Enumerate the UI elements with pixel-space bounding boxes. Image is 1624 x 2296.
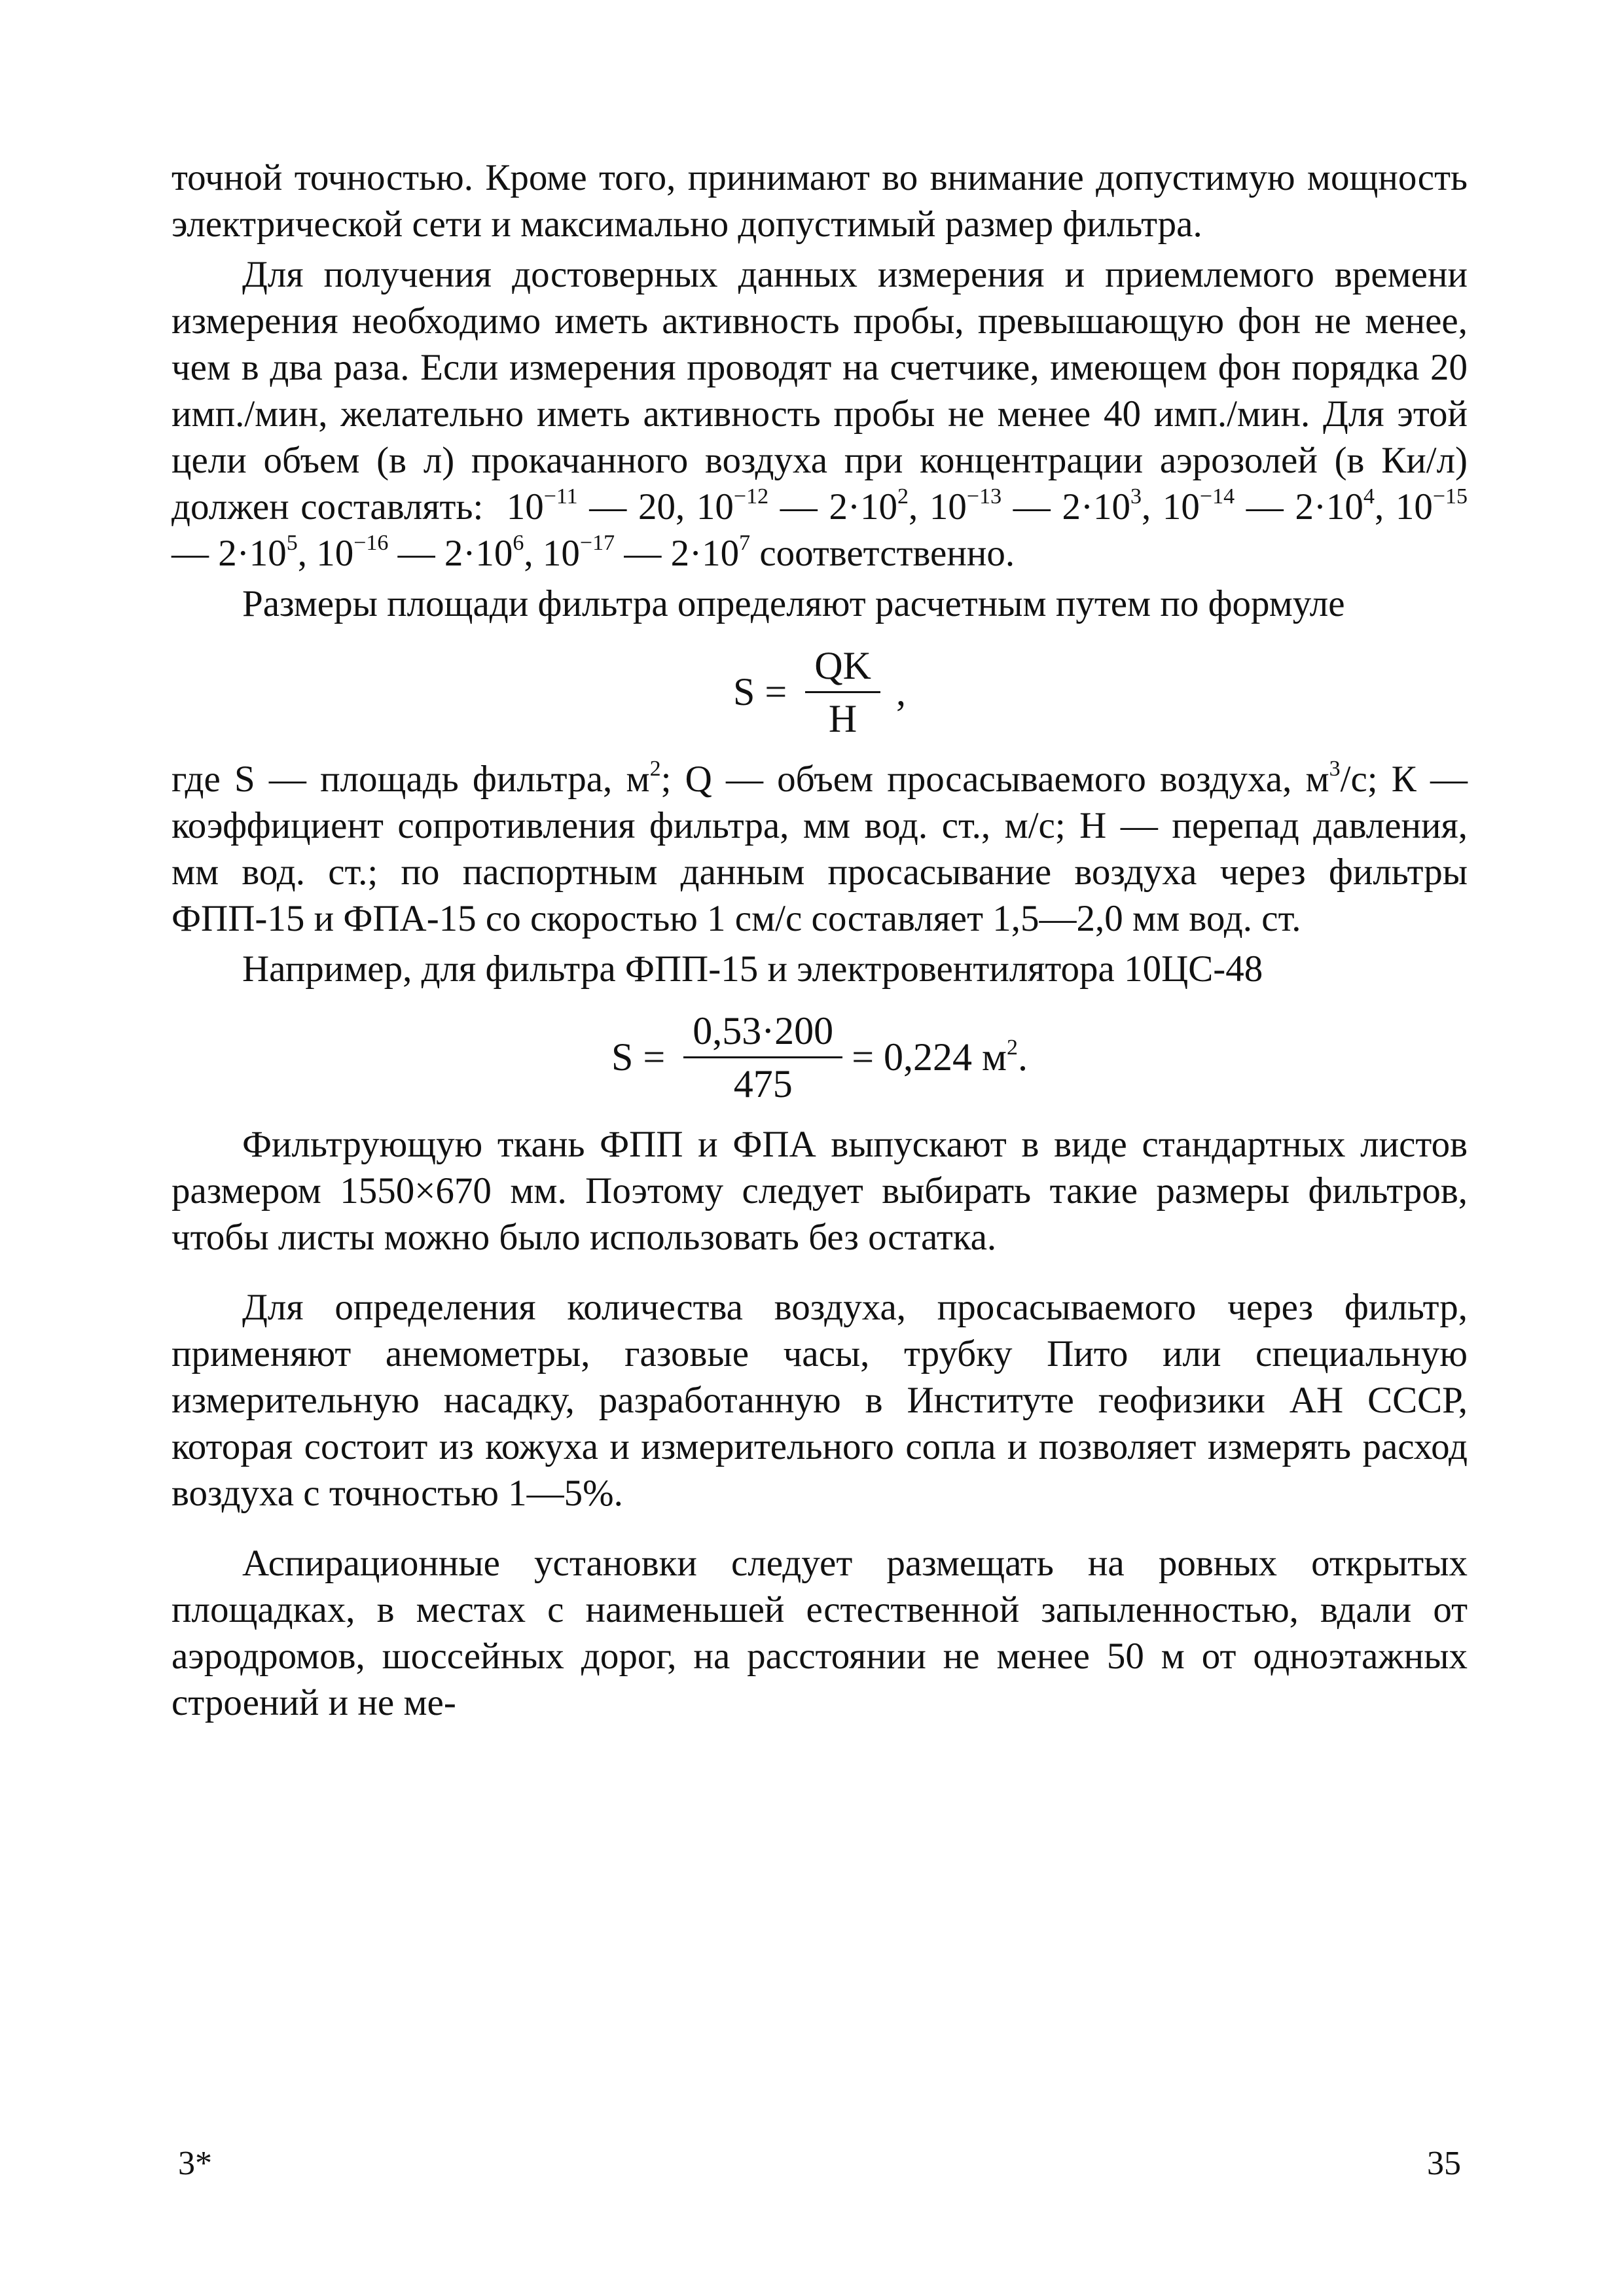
concentration-exponent: −13	[966, 484, 1002, 509]
formula-2-rhs: = 0,224 м	[852, 1035, 1007, 1079]
pair-separator	[750, 533, 759, 574]
paragraph-3: Размеры площади фильтра определяют расчетным путем по формуле	[242, 583, 1345, 624]
paragraph-4-part-a: где S — площадь фильтра, м	[171, 759, 650, 800]
formula-example	[171, 1009, 1468, 1105]
volume-value: — 2·10	[171, 533, 287, 574]
volume-exponent: 7	[739, 531, 751, 555]
pair-separator: ,	[524, 533, 543, 574]
paragraph-6: Фильтрующую ткань ФПП и ФПА выпускают в виде стандартных листов размером 1550×670 мм. Поэтому следует выбирать такие размеры фильтров, чтобы листы можно было использовать без остатка.	[171, 1124, 1468, 1258]
formula-2-numerator: 0,53·200	[683, 1009, 842, 1058]
pair-separator: ,	[297, 533, 317, 574]
concentration-base: 10	[506, 486, 544, 528]
concentration-pair	[696, 486, 929, 528]
paragraph-4-part-c: /с; К — коэффициент сопротивления фильтра, мм вод. ст., м/с; Н — перепад давления, мм вод. ст.; по паспортным данным просасывание воздуха через фильтры ФПП-15 и ФПА-15 со скоростью 1 см/с составляет 1,5—2,0 мм вод. ст.	[171, 759, 1468, 939]
volume-exponent: 6	[513, 531, 524, 555]
formula-2-period: .	[1018, 1035, 1028, 1079]
paragraph-1: точной точностью. Кроме того, принимают во внимание допустимую мощность электрической сети и максимально допустимый размер фильтра.	[171, 157, 1468, 245]
concentration-base: 10	[1162, 486, 1200, 528]
volume-exponent: 2	[897, 484, 909, 509]
signature-mark: 3*	[178, 2145, 212, 2182]
formula-1-comma: ,	[895, 670, 906, 713]
paragraph-7: Для определения количества воздуха, просасываемого через фильтр, применяют анемометры, газовые часы, трубку Пито или специальную измерительную насадку, разработанную в Институте геофизики АН СССР, которая состоит из кожуха и измерительного сопла и позволяет измерять расход воздуха с точностью 1—5%.	[171, 1287, 1468, 1514]
volume-exponent: 3	[1130, 484, 1142, 509]
concentration-exponent: −14	[1199, 484, 1235, 509]
formula-2-lhs: S =	[611, 1035, 666, 1079]
formula-1-fraction	[805, 644, 880, 740]
concentration-pair	[1163, 486, 1396, 528]
pair-separator: ,	[908, 486, 929, 528]
formula-1-denominator: H	[828, 697, 857, 740]
paragraph-4-part-b: ; Q — объем просасываемого воздуха, м	[660, 759, 1329, 800]
volume-value: — 2·10	[615, 533, 740, 574]
formula-1-numerator: QK	[805, 644, 880, 693]
page-number: 35	[1427, 2145, 1461, 2182]
paragraph-2-text: Для получения достоверных данных измерения и приемлемого времени измерения необходимо иметь активность пробы, превышающую фон не менее, чем в два раза. Если измерения проводят на счетчике, имеющем фон порядка 20 имп./мин, желательно иметь активность пробы не менее 40 имп./мин. Для этой цели объем (в л) прокачанного воздуха при концентрации аэрозолей (в Ки/л) должен составлять:	[171, 254, 1468, 528]
page-footer	[171, 2144, 1468, 2183]
formula-2-rhs-superscript: 2	[1007, 1035, 1018, 1060]
paragraph-2	[171, 251, 1468, 577]
concentration-pair	[543, 533, 759, 574]
document-page	[171, 154, 1468, 2236]
concentration-pair	[929, 486, 1163, 528]
formula-2-fraction	[683, 1009, 842, 1105]
paragraph-2-end: соответственно.	[759, 533, 1015, 574]
paragraph-8: Аспирационные установки следует размещать на ровных открытых площадках, в местах с наименьшей естественной запыленностью, вдали от аэродромов, шоссейных дорог, на расстоянии не менее 50 м от одноэтажных строений и не ме-	[171, 1543, 1468, 1723]
volume-exponent: 5	[286, 531, 298, 555]
concentration-base: 10	[696, 486, 734, 528]
concentration-base: 10	[1395, 486, 1433, 528]
superscript-3: 3	[1329, 757, 1341, 781]
formula-2-denominator: 475	[733, 1062, 793, 1105]
concentration-base: 10	[542, 533, 580, 574]
paragraph-5: Например, для фильтра ФПП-15 и электровентилятора 10ЦС-48	[242, 948, 1263, 990]
concentration-exponent: −12	[733, 484, 769, 509]
concentration-pair	[507, 486, 696, 528]
concentration-exponent: −11	[543, 484, 578, 509]
paragraph-4	[171, 756, 1468, 942]
concentration-exponent: −16	[353, 531, 389, 555]
superscript-2: 2	[649, 757, 661, 781]
concentration-exponent: −15	[1432, 484, 1468, 509]
concentration-pair	[316, 533, 543, 574]
concentration-base: 10	[929, 486, 967, 528]
formula-filter-area	[171, 644, 1468, 740]
volume-value: — 2·10	[388, 533, 513, 574]
formula-1-lhs: S =	[733, 670, 787, 713]
volume-value: — 2·10	[768, 486, 897, 528]
formula-2-result	[852, 1035, 1028, 1080]
concentration-base: 10	[316, 533, 354, 574]
volume-exponent: 4	[1363, 484, 1375, 509]
pair-separator: ,	[1141, 486, 1163, 528]
volume-value: — 20,	[577, 486, 696, 528]
pair-separator: ,	[1374, 486, 1396, 528]
volume-value: — 2·10	[1001, 486, 1130, 528]
concentration-exponent: −17	[579, 531, 615, 555]
volume-value: — 2·10	[1235, 486, 1363, 528]
